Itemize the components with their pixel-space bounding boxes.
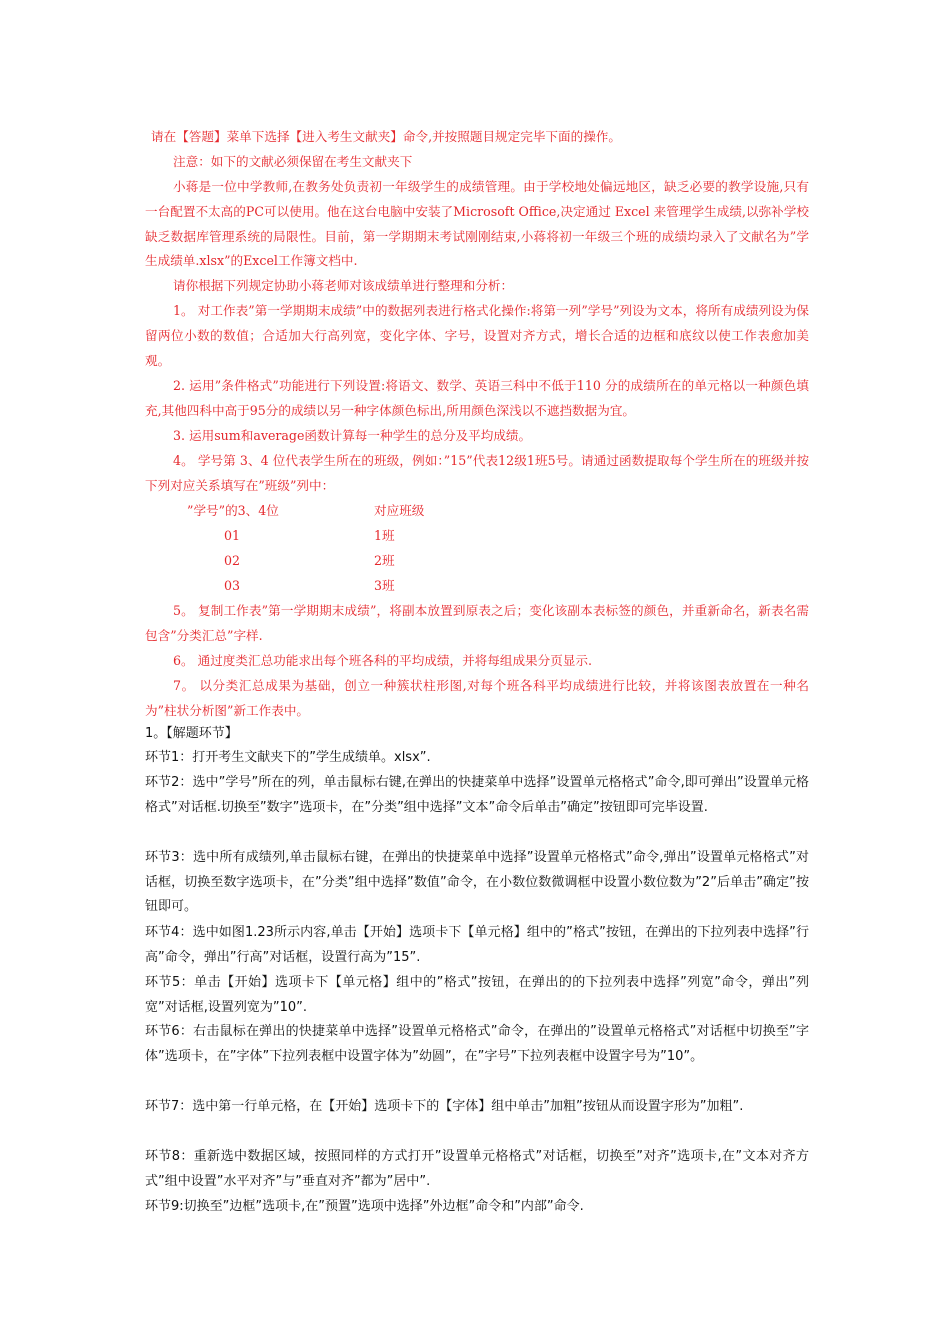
- solution-step-6: 环节6：右击鼠标在弹出的快捷菜单中选择”设置单元格格式”命令，在弹出的”设置单元格格式”对话框中切换至”字体”选项卡，在”字体”下拉列表框中设置字体为”幼圆”，在”字号”下拉列表框中设置字号为”10”。: [145, 1024, 809, 1064]
- solution-step-4: 环节4：选中如图1.23所示内容,单击【开始】选项卡下【单元格】组中的”格式”按钮，在弹出的下拉列表中选择”行高”命令，弹出”行高”对话框，设置行高为”15”.: [145, 925, 809, 965]
- task-6: 6。 通过度类汇总功能求出每个班各科的平均成绩，并将每组成果分页显示.: [173, 653, 593, 668]
- class-name: 2班: [374, 553, 395, 568]
- task-5: 5。 复制工作表”第一学期期末成绩”，将副本放置到原表之后；变化该副本表标签的颜色，并重新命名，新表名需包含”分类汇总”字样.: [145, 603, 809, 643]
- solution-step-7: 环节7：选中第一行单元格，在【开始】选项卡下的【字体】组中单击”加粗”按钮从而设置字形为”加粗”.: [145, 1099, 744, 1114]
- class-table-header: [145, 499, 809, 524]
- instruction-text: 请在【答题】菜单下选择【进入考生文献夹】命令,并按照题目规定完毕下面的操作。: [151, 129, 621, 144]
- task-7: 7。 以分类汇总成果为基础，创立一种簇状柱形图,对每个班各科平均成绩进行比较，并将该图表放置在一种名为”柱状分析图”新工作表中。: [145, 678, 809, 718]
- solution-step-9: 环节9:切换至”边框”选项卡,在”预置”选项中选择”外边框”命令和”内部”命令.: [145, 1199, 584, 1214]
- solution-step-5: 环节5：单击【开始】选项卡下【单元格】组中的”格式”按钮，在弹出的的下拉列表中选择”列宽”命令，弹出”列宽”对话框,设置列宽为”10”.: [145, 975, 809, 1015]
- solution-step-3: 环节3：选中所有成绩列,单击鼠标右键，在弹出的快捷菜单中选择”设置单元格格式”命令,弹出”设置单元格格式”对话框，切换至数字选项卡，在”分类”组中选择”数值”命令，在小数位数微调框中设置小数位数为”2”后单击”确定”按钮即可。: [145, 850, 809, 915]
- solution-step-8: 环节8：重新选中数据区域，按照同样的方式打开”设置单元格格式”对话框，切换至”对齐”选项卡,在”文本对齐方式”组中设置”水平对齐”与”垂直对齐”都为”居中”.: [145, 1149, 809, 1189]
- task-1: 1。 对工作表”第一学期期末成绩”中的数据列表进行格式化操作:将第一列”学号”列设为文本，将所有成绩列设为保留两位小数的数值；合适加大行高列宽，变化字体、字号，设置对齐方式，增长合适的边框和底纹以使工作表愈加美观。: [145, 303, 809, 368]
- class-name: 3班: [374, 578, 395, 593]
- class-table-header-right: 对应班级: [374, 503, 425, 518]
- task-3: 3. 运用sum和average函数计算每一种学生的总分及平均成绩。: [173, 428, 532, 443]
- background-paragraph: 小蒋是一位中学教师,在教务处负责初一年级学生的成绩管理。由于学校地处偏远地区，缺乏必要的教学设施,只有一台配置不太高的PC可以使用。他在这台电脑中安装了Microsoft Office,决定通过 Excel 来管理学生成绩,以弥补学校缺乏数据库管理系统的局限性。目前，第一学期期末考试刚刚结束,小蒋将初一年级三个班的成绩均录入了文献名为”学生成绩单.xlsx”的Excel工作簿文档中.: [145, 179, 809, 269]
- solution-step-2: 环节2：选中”学号”所在的列，单击鼠标右键,在弹出的快捷菜单中选择”设置单元格格式”命令,即可弹出”设置单元格格式”对话框.切换至”数字”选项卡，在”分类”组中选择”文本”命令后单击”确定”按钮即可完毕设置.: [145, 775, 809, 815]
- class-table-row: [145, 549, 809, 574]
- solution-title: 1。【解题环节】: [145, 726, 238, 741]
- task-2: 2. 运用”条件格式”功能进行下列设置:将语文、数学、英语三科中不低于110 分的成绩所在的单元格以一种颜色填充,其他四科中高于95分的成绩以另一种字体颜色标出,所用颜色深浅以不遮挡数据为宜。: [145, 378, 809, 418]
- request-text: 请你根据下列规定协助小蒋老师对该成绩单进行整理和分析：: [173, 278, 514, 293]
- note-text: 注意：如下的文献必须保留在考生文献夹下: [173, 154, 413, 169]
- class-table-header-left: ”学号”的3、4位: [187, 503, 279, 518]
- class-code: 01: [224, 528, 241, 543]
- class-code: 02: [224, 553, 241, 568]
- class-table-row: [145, 574, 809, 599]
- solution-step-1: 环节1：打开考生文献夹下的”学生成绩单。xlsx”.: [145, 750, 431, 765]
- class-name: 1班: [374, 528, 395, 543]
- task-4: 4。 学号第 3、4 位代表学生所在的班级，例如：”15”代表12级1班5号。请通过函数提取每个学生所在的班级并按下列对应关系填写在”班级”列中：: [145, 453, 809, 493]
- class-table-row: [145, 524, 809, 549]
- class-code: 03: [224, 578, 241, 593]
